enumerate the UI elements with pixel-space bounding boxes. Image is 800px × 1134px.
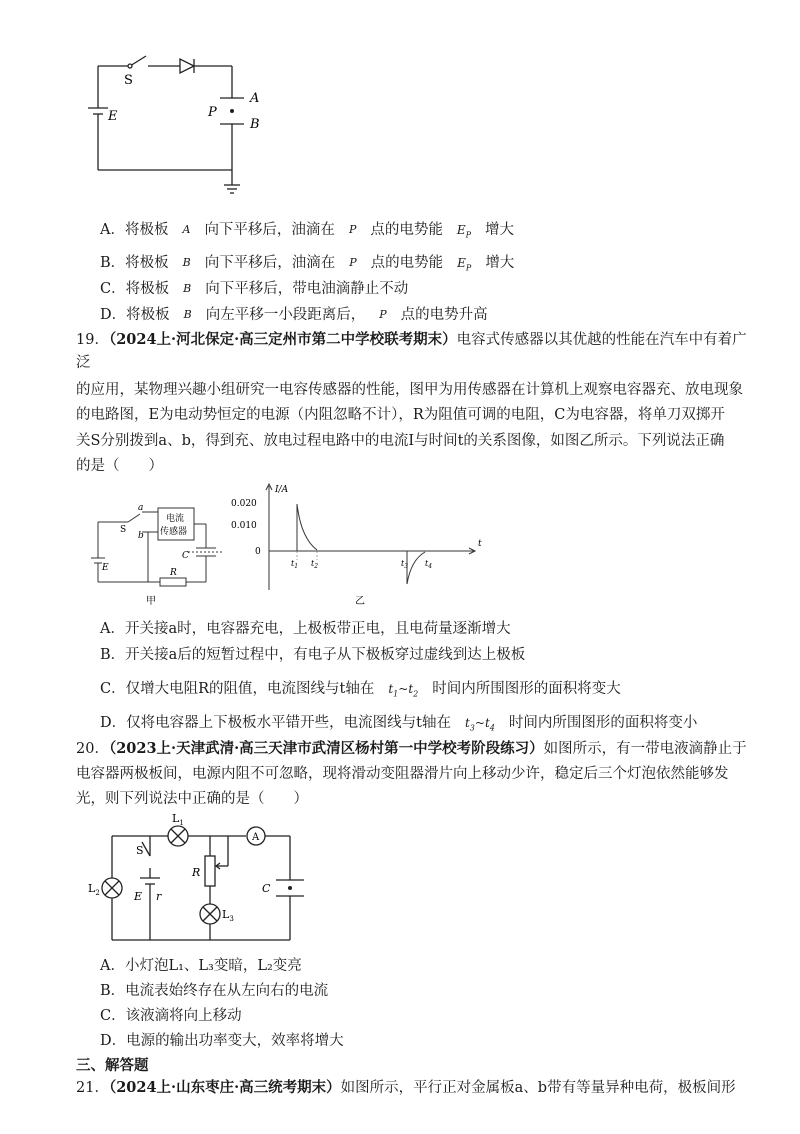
t1-label: $t_1$ bbox=[291, 559, 299, 570]
t3-label: $t_3$ bbox=[401, 559, 409, 570]
q20-stem-line-2: 电容器两极板间，电源内阻不可忽略，现将滑动变阻器滑片向上移动少许，稳定后三个灯泡依然能够发 bbox=[76, 766, 729, 782]
figure-jia-sensor-circuit bbox=[88, 500, 238, 610]
q20-option-b: B．电流表始终存在从左向右的电流 bbox=[100, 983, 329, 999]
sensor-label-1: 电流 bbox=[166, 514, 185, 524]
option-text: 向下平移后，油滴在 bbox=[204, 222, 335, 238]
option-text: C．将极板 bbox=[100, 281, 170, 297]
switch-label: S bbox=[136, 844, 144, 857]
t4-label: $t_4$ bbox=[425, 559, 433, 570]
internal-resistance-label: r bbox=[156, 890, 162, 903]
option-text: C．仅增大电阻R的阻值，电流图线与t轴在 bbox=[100, 681, 375, 697]
option-text: 向左平移一小段距离后， bbox=[205, 307, 366, 323]
lamp-l2-label: $L_2$ bbox=[88, 882, 100, 897]
q19-option-b: B．开关接a后的短暂过程中，有电子从下极板穿过虚线到达上极板 bbox=[100, 647, 526, 663]
option-text: A．将极板 bbox=[100, 222, 169, 238]
switch-b-label: b bbox=[138, 531, 144, 541]
option-text: 点的电势升高 bbox=[400, 307, 488, 323]
lamp-l1-label: $L_1$ bbox=[172, 812, 184, 827]
inline-symbol: $E_P$ bbox=[456, 223, 471, 240]
option-text: 点的电势能 bbox=[370, 222, 443, 238]
option-text: 增大 bbox=[485, 222, 514, 238]
switch-label: S bbox=[124, 73, 133, 88]
figure-capacitor-circuit bbox=[80, 40, 280, 210]
option-text: 时间内所围图形的面积将变大 bbox=[432, 681, 621, 697]
figure-yi-current-graph bbox=[225, 478, 495, 610]
question-text: 如图所示，平行正对金属板a、b带有等量异种电荷，极板间形 bbox=[340, 1080, 736, 1096]
option-text: 向下平移后，油滴在 bbox=[204, 255, 336, 271]
y-axis-label: I/A bbox=[275, 485, 289, 495]
q19-stem-line-3: 的应用，某物理兴趣小组研究一电容传感器的性能，图甲为用传感器在计算机上观察电容器充、放电现象 bbox=[76, 382, 743, 398]
y-tick-label: 0.020 bbox=[231, 499, 257, 509]
interval-t1-t2: $t_1\sim t_2$ bbox=[388, 682, 419, 699]
q19-stem-line-6: 的是（ ） bbox=[76, 458, 163, 474]
option-text: 点的电势能 bbox=[370, 255, 444, 271]
inline-symbol: $E_P$ bbox=[457, 256, 472, 273]
q20-option-c: C．该液滴将向上移动 bbox=[100, 1008, 242, 1024]
option-text: D．将极板 bbox=[100, 307, 170, 323]
inline-symbol: P bbox=[349, 256, 357, 269]
plate-a-label: A bbox=[250, 91, 260, 106]
option-text: B．将极板 bbox=[100, 255, 169, 271]
plate-b-label: B bbox=[250, 117, 260, 132]
q18-option-b bbox=[100, 253, 514, 278]
option-text: 时间内所围图形的面积将变小 bbox=[508, 715, 698, 731]
inline-symbol: B bbox=[183, 282, 192, 295]
q20-option-d: D．电源的输出功率变大，效率将增大 bbox=[100, 1033, 344, 1049]
question-source: （2023上·天津武清·高三天津市武清区杨村第一中学校考阶段练习） bbox=[108, 740, 544, 757]
q20-stem-line-1 bbox=[76, 739, 747, 759]
q19-option-a: A．开关接a时，电容器充电，上极板带正电，且电荷量逐渐增大 bbox=[100, 621, 511, 637]
question-source: （2024上·河北保定·高三定州市第二中学校联考期末） bbox=[108, 331, 457, 348]
lamp-l3-label: $L_3$ bbox=[222, 908, 234, 923]
option-text: 增大 bbox=[485, 255, 515, 271]
inline-symbol: B bbox=[182, 256, 191, 269]
switch-label: S bbox=[120, 525, 127, 535]
option-text: D．仅将电容器上下极板水平错开些，电流图线与t轴在 bbox=[100, 715, 451, 731]
q19-stem-line-1 bbox=[76, 330, 747, 350]
question-number: 19． bbox=[76, 332, 109, 348]
q18-option-a bbox=[100, 220, 514, 245]
option-text: 向下平移后，带电油滴静止不动 bbox=[205, 281, 409, 297]
question-number: 20． bbox=[76, 741, 109, 757]
q19-stem-line-5: 关S分别拨到a、b，得到充、放电过程电路中的电流I与时间t的关系图像，如图乙所示。下列说法正确 bbox=[76, 433, 725, 449]
question-number: 21． bbox=[76, 1080, 109, 1096]
inline-symbol: B bbox=[183, 308, 192, 321]
y-tick-label: 0 bbox=[255, 547, 261, 557]
x-axis-label: t bbox=[478, 539, 482, 549]
q18-option-d bbox=[100, 305, 488, 325]
q19-stem-line-4: 的电路图，E为电动势恒定的电源（内阻忽略不计），R为阻值可调的电阻，C为电容器，将单刀双掷开 bbox=[76, 407, 725, 423]
resistor-label: R bbox=[170, 568, 177, 578]
y-tick-label: 0.010 bbox=[231, 521, 257, 531]
point-p-label: P bbox=[208, 105, 217, 120]
battery-label: E bbox=[102, 563, 109, 573]
question-text: 如图所示，有一带电液滴静止于 bbox=[543, 741, 747, 757]
q19-option-d bbox=[100, 713, 697, 738]
figure-lamp-circuit bbox=[86, 812, 316, 948]
sensor-label-2: 传感器 bbox=[160, 527, 188, 537]
inline-symbol: A bbox=[182, 223, 191, 236]
figure-caption-jia: 甲 bbox=[146, 596, 156, 607]
figure-caption-yi: 乙 bbox=[355, 596, 365, 607]
inline-symbol: P bbox=[379, 308, 387, 321]
switch-a-label: a bbox=[138, 503, 144, 513]
q18-option-c bbox=[100, 279, 408, 299]
ammeter-label: A bbox=[252, 832, 260, 843]
interval-t3-t4: $t_3\sim t_4$ bbox=[464, 716, 495, 733]
t2-label: $t_2$ bbox=[311, 559, 319, 570]
question-text: 电容式传感器以其优越的性能在汽车中有着广 bbox=[456, 332, 747, 348]
q19-stem-line-2: 泛 bbox=[76, 355, 91, 371]
rheostat-label: R bbox=[192, 866, 201, 879]
inline-symbol: P bbox=[348, 223, 357, 236]
q20-option-a: A．小灯泡L₁、L₃变暗，L₂变亮 bbox=[100, 958, 302, 974]
q19-option-c bbox=[100, 679, 621, 704]
battery-label: E bbox=[108, 109, 118, 124]
capacitor-label: C bbox=[262, 882, 271, 895]
question-source: （2024上·山东枣庄·高三统考期末） bbox=[108, 1079, 341, 1096]
capacitor-label: C bbox=[182, 551, 189, 561]
section-heading: 三、解答题 bbox=[76, 1057, 149, 1074]
q20-stem-line-3: 光，则下列说法中正确的是（ ） bbox=[76, 791, 308, 807]
emf-label: E bbox=[134, 890, 143, 903]
q21-stem-line-1 bbox=[76, 1078, 736, 1098]
